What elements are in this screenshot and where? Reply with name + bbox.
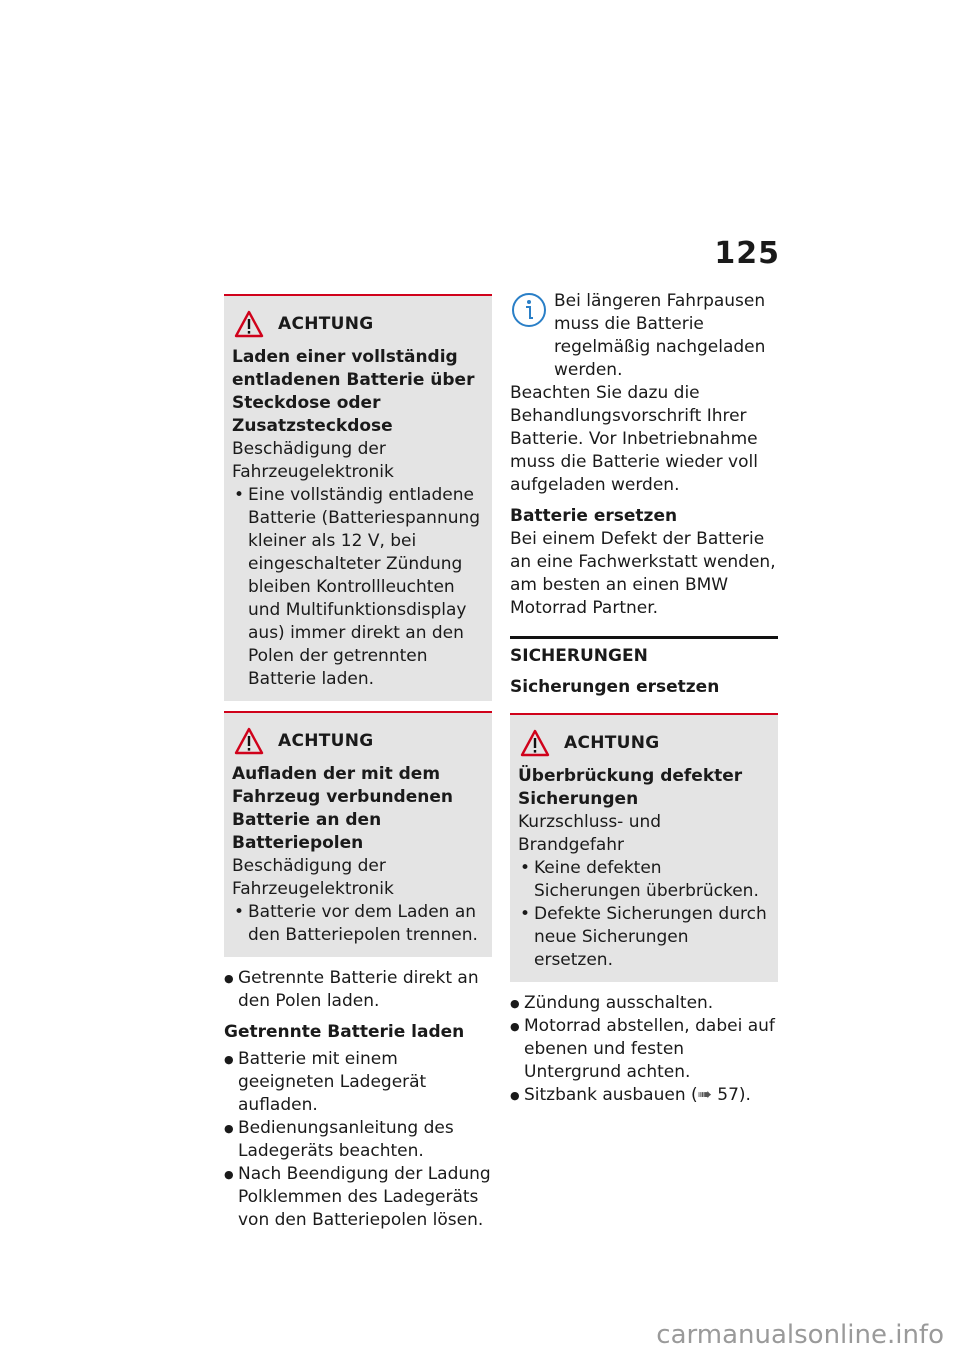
watermark: carmanualsonline.info [656,1320,944,1350]
warning-heading: Laden einer vollständig entladenen Batterie über Steckdose oder Zusatzsteckdose [232,347,475,436]
warning-heading: Aufladen der mit dem Fahrzeug verbundenen Batterie an den Batteriepolen [232,764,453,853]
warning-header [234,727,484,755]
info-text-continued: Beachten Sie dazu die Behandlungsvorschrift Ihrer Batterie. Vor Inbetriebnahme muss die Batterie wieder voll aufgeladen werden. [510,383,758,495]
warning-box-charging [224,294,492,701]
warning-list [232,901,484,947]
warning-triangle-icon [234,310,264,338]
page-number: 125 [714,236,780,271]
list-item: • Eine vollständig entladene Batterie (Batteriespannung kleiner als 12 V, bei eingeschalteter Zündung bleiben Kontrollleuchten und Multifunktionsdisplay aus) immer direkt an den Polen der getrennten Batterie laden. [232,484,484,691]
step-list [224,967,492,1013]
step-item [510,1084,778,1107]
step-item: ● Zündung ausschalten. [510,992,778,1015]
left-column [224,294,492,1232]
warning-box-connected [224,711,492,957]
page-reference[interactable]: 57). [717,1085,751,1105]
replace-heading: Batterie ersetzen [510,506,678,526]
warning-consequence: Beschädigung der Fahrzeugelektronik [232,439,394,482]
arrow-reference-icon[interactable]: ➠ [697,1085,712,1105]
warning-triangle-icon [234,727,264,755]
warning-title: ACHTUNG [278,313,374,334]
warning-heading: Überbrückung defekter Sicherungen [518,766,743,809]
list-item: • Defekte Sicherungen durch neue Sicherungen ersetzen. [518,903,770,972]
list-item: • Keine defekten Sicherungen überbrücken. [518,857,770,903]
right-column [510,290,778,1107]
warning-header [520,729,770,757]
step-list [510,992,778,1107]
step-text: Sitzbank ausbauen ( [524,1085,698,1105]
section-subtitle: Sicherungen ersetzen [510,677,720,697]
step-item: ● Bedienungsanleitung des Ladegeräts beachten. [224,1117,492,1163]
step-item: ● Nach Beendigung der Ladung Polklemmen des Ladegeräts von den Batteriepolen lösen. [224,1163,492,1232]
step-item: ● Getrennte Batterie direkt an den Polen laden. [224,967,492,1013]
warning-list [232,484,484,691]
info-text: Bei längeren Fahrpausen muss die Batterie regelmäßig nachgeladen werden. [554,291,766,380]
step-item: ● Motorrad abstellen, dabei auf ebenen und festen Untergrund achten. [510,1015,778,1084]
list-item: • Batterie vor dem Laden an den Batteriepolen trennen. [232,901,484,947]
warning-title: ACHTUNG [564,732,660,753]
warning-title: ACHTUNG [278,730,374,751]
warning-header [234,310,484,338]
warning-box-fuses [510,713,778,982]
warning-consequence: Kurzschluss- und Brandgefahr [518,812,662,855]
info-note [510,290,778,382]
step-list [224,1048,492,1232]
warning-list [518,857,770,972]
section-rule [510,636,778,699]
replace-text: Bei einem Defekt der Batterie an eine Fachwerkstatt wenden, am besten an einen BMW Motorrad Partner. [510,529,776,618]
section-title: SICHERUNGEN [510,646,648,666]
warning-triangle-icon [520,729,550,757]
subheading: Getrennte Batterie laden [224,1022,465,1042]
info-icon [510,290,548,330]
warning-consequence: Beschädigung der Fahrzeugelektronik [232,856,394,899]
step-item: ● Batterie mit einem geeigneten Ladegerät aufladen. [224,1048,492,1117]
